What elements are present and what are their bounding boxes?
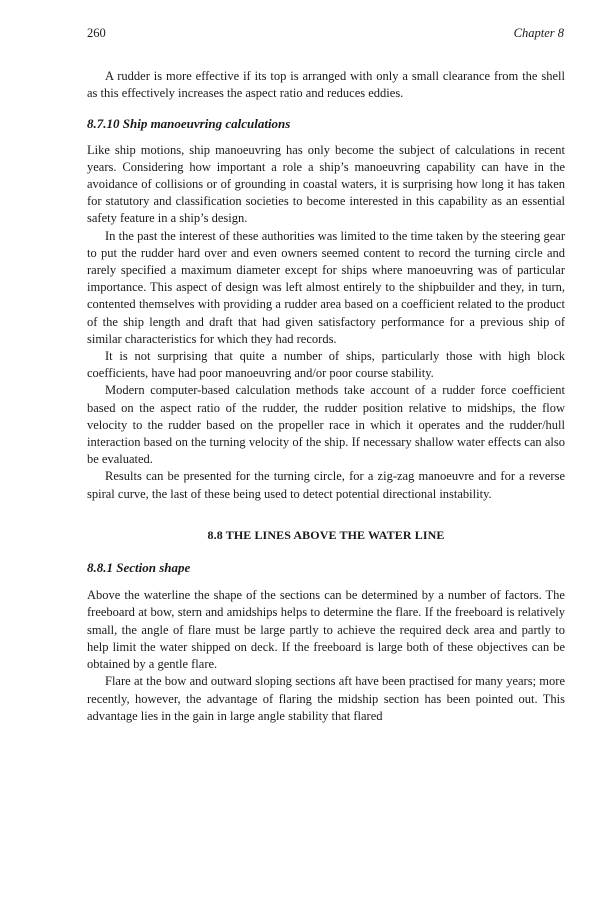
paragraph: Results can be presented for the turning circle, for a zig-zag manoeuvre and for a reverse spiral curve, the last of these being used to detect potential directional instability.: [87, 469, 565, 501]
running-head: Chapter 8: [513, 26, 564, 40]
paragraph: Modern computer-based calculation methods take account of a rudder force coefficient based on the aspect ratio of the rudder, the rudder position relative to midships, the flow velocity to the rudder based on the propeller race in which it operates and the rudder/hull interaction based on the turning velocity of the ship. If necessary shallow water effects can also be evaluated.: [87, 383, 565, 467]
paragraph-rudder-clearance: A rudder is more effective if its top is arranged with only a small clearance from the shell as this effectively increases the aspect ratio and reduces eddies.: [87, 69, 565, 101]
subsection-heading-section-shape: 8.8.1 Section shape: [87, 560, 191, 576]
section-heading-lines-above-waterline: 8.8 THE LINES ABOVE THE WATER LINE: [207, 527, 445, 542]
subsection-heading-manoeuvring: 8.7.10 Ship manoeuvring calculations: [87, 116, 291, 132]
paragraph: It is not surprising that quite a number of ships, particularly those with high block coefficients, have had poor manoeuvring and/or poor course stability.: [87, 349, 565, 381]
paragraph: Like ship motions, ship manoeuvring has only become the subject of calculations in recent years. Considering how important a role a ship’s manoeuvring capability can have in the avoidance of collisions or of grounding in coastal waters, it is surprising how long it has taken for statutory and classification societies to become interested in this capability as an essential safety feature in a ship’s design.: [87, 142, 565, 226]
paragraph: In the past the interest of these authorities was limited to the time taken by the steering gear to put the rudder hard over and even owners seemed content to record the turning circle and rarely specified a maximum diameter except for ships where manoeuvring was of particular importance. This aspect of design was left almost entirely to the shipbuilder and they, in turn, contented themselves with providing a rudder area based on a coefficient related to the product of the ship length and draft that had given satisfactory performance for a previous ship of similar characteristics for which they had records.: [87, 228, 565, 346]
page-body: [87, 68, 565, 725]
paragraph: Flare at the bow and outward sloping sections aft have been practised for many years; more recently, however, the advantage of flaring the midship section has been pointed out. This advantage lies in the gain in large angle stability that flared: [87, 674, 565, 723]
paragraph: Above the waterline the shape of the sections can be determined by a number of factors. The freeboard at bow, stern and amidships helps to determine the flare. If the freeboard is relatively small, the angle of flare must be large partly to achieve the required deck area and partly to help limit the water shipped on deck. If the freeboard is large both of these objectives can be obtained by a gentle flare.: [87, 588, 565, 672]
page-number: 260: [87, 26, 106, 40]
page-header: [87, 26, 564, 44]
